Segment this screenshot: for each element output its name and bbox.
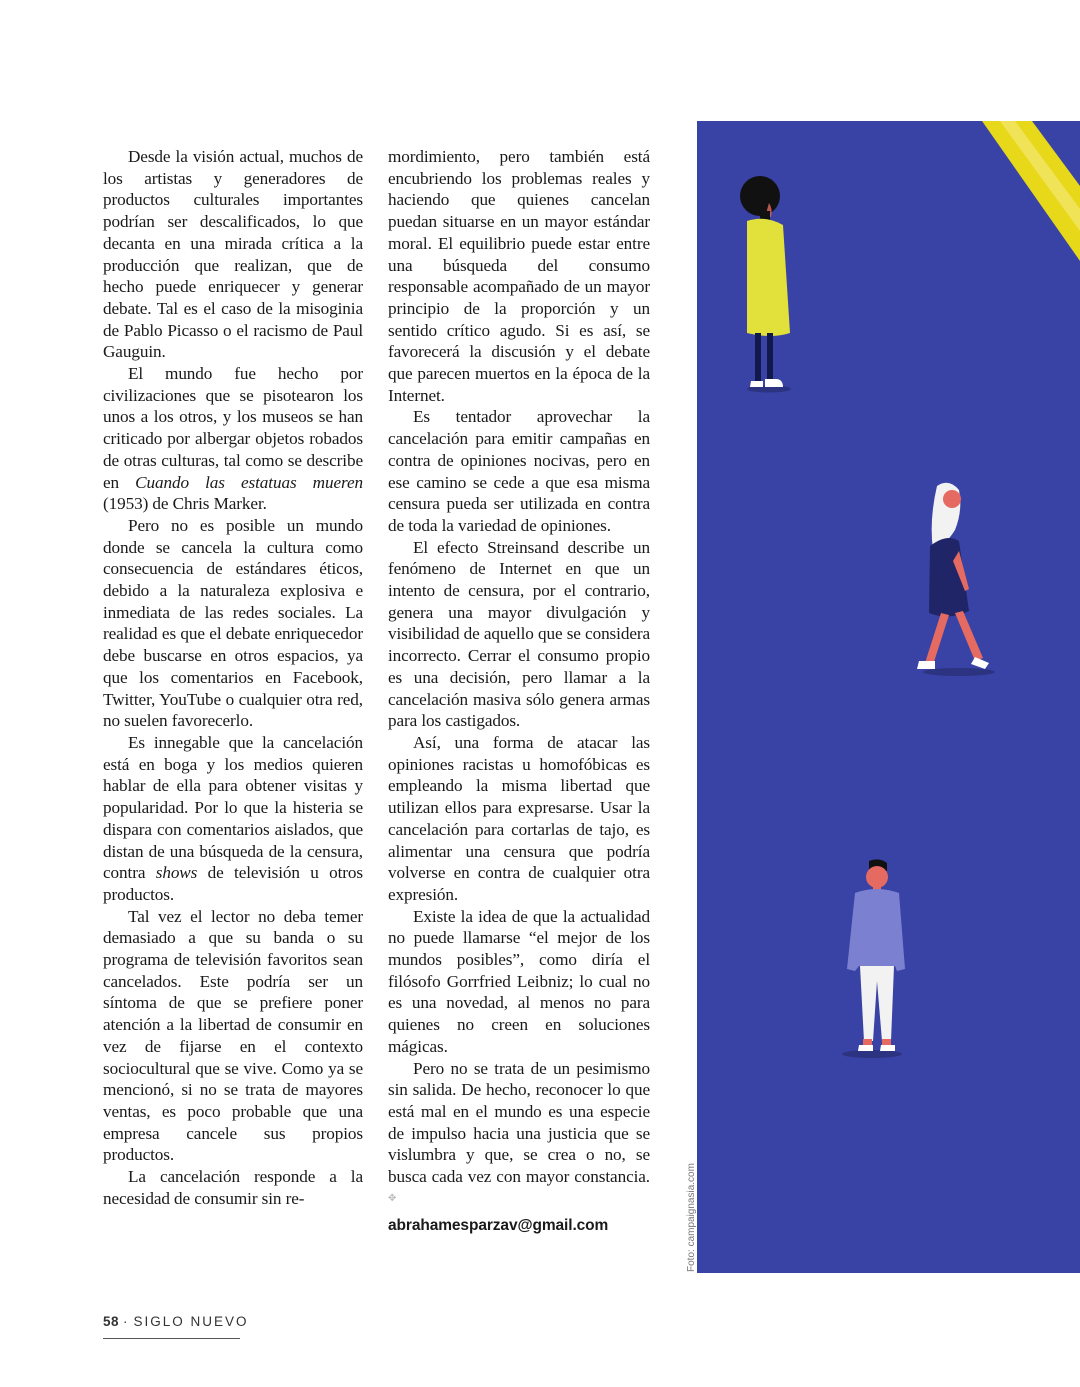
footer-rule: [103, 1338, 240, 1339]
paragraph: Tal vez el lector no deba temer demasiado a que su banda o su programa de televisión favoritos sean cancelados. Este podría ser un síntoma de que se prefiere poner atención a la libertad de consumir en vez de fijarse en el contexto sociocultural que se vive. Como ya se mencionó, si no se trata de mayores ventas, es poco probable que una empresa cancele sus propios productos.: [103, 906, 363, 1165]
paragraph: El efecto Streinsand describe un fenómeno de Internet en que un intento de censura, por el contrario, genera una mayor divulgación y visibilidad de aquello que se considera incorrecto. Cerrar el consumo propio es una decisión, pero llamar a la cancelación masiva sólo genera armas para los castigados.: [388, 537, 650, 731]
paragraph: Así, una forma de atacar las opiniones racistas u homofóbicas es empleando la misma libertad que utilizan ellos para expresarse. Usar la cancelación para cortarlas de tajo, es alimentar una censura que podría volverse en contra de cualquier otra expresión.: [388, 732, 650, 904]
paragraph: Pero no es posible un mundo donde se cancela la cultura como consecuencia de estándares éticos, debido a la naturaleza explosiva e inmediata de las redes sociales. La realidad es que el debate enriquecedor debe buscarse en otros espacios, ya que los comentarios en Facebook, Twitter, YouTube o cualquier otra red, no suelen favorecerlo.: [103, 515, 363, 731]
film-title: Cuando las estatuas mueren: [135, 472, 363, 492]
paragraph: El mundo fue hecho por civilizaciones que se pisotearon los unos a los otros, y los museos se han criticado por albergar objetos robados de otras culturas, tal como se describe en Cuando las estatuas mueren (1953) de Chris Marker.: [103, 364, 363, 514]
illustration: [697, 121, 1080, 1273]
paragraph: Existe la idea de que la actualidad no puede llamarse “el mejor de los mundos posibles”, como diría el filósofo Gorrfried Leibniz; lo cual no es una novedad, al menos no para quienes no creen en soluciones mágicas.: [388, 906, 650, 1056]
walking-people-illustration: [697, 121, 1080, 1273]
photo-credit: Foto: campaignasia.com: [686, 1163, 697, 1272]
page-number: 58: [103, 1314, 120, 1329]
paragraph: Es tentador aprovechar la cancelación para emitir campañas en contra de opiniones nocivas, pero en ese camino se cede a que esa misma censura pueda ser utilizada en contra de toda la variedad de opiniones.: [388, 407, 650, 535]
publication-name: SIGLO NUEVO: [133, 1314, 249, 1329]
paragraph: Es innegable que la cancelación está en boga y los medios quieren hablar de ella para obtener visitas y popularidad. Por lo que la histeria se dispara con comentarios aislados, que distan de una búsqueda de la censura, contra shows de televisión u otros productos.: [103, 732, 363, 904]
paragraph: La cancelación responde a la necesidad de consumir sin re-: [103, 1167, 363, 1208]
article-column-right: [388, 146, 650, 1237]
end-mark-icon: ✥: [388, 1192, 397, 1204]
paragraph: Desde la visión actual, muchos de los artistas y generadores de productos culturales importantes podrían ser descalificados, lo que decanta en una mirada crítica a la producción que realizan, que de hecho puede enriquecer y generar debate. Tal es el caso de la misoginia de Pablo Picasso o el racismo de Paul Gauguin.: [103, 147, 363, 362]
page-footer: [103, 1314, 249, 1329]
paragraph: mordimiento, pero también está encubriendo los problemas reales y haciendo que quienes cancelan puedan situarse en un mayor estándar moral. El equilibrio puede estar entre una búsqueda del consumo responsable acompañado de un mayor principio de la proporción y un sentido crítico agudo. Si es así, se favorecerá la discusión y el debate que parecen muertos en la época de la Internet.: [388, 147, 650, 405]
article-column-left: [103, 146, 363, 1209]
separator: ·: [123, 1314, 130, 1329]
paragraph: Pero no se trata de un pesimismo sin salida. De hecho, reconocer lo que está mal en el mundo es una especie de impulso hacia una justicia que se vislumbra y que, se crea o no, se busca cada vez con mayor constancia. ✥: [388, 1058, 650, 1204]
author-email[interactable]: abrahamesparzav@gmail.com: [388, 1217, 609, 1235]
